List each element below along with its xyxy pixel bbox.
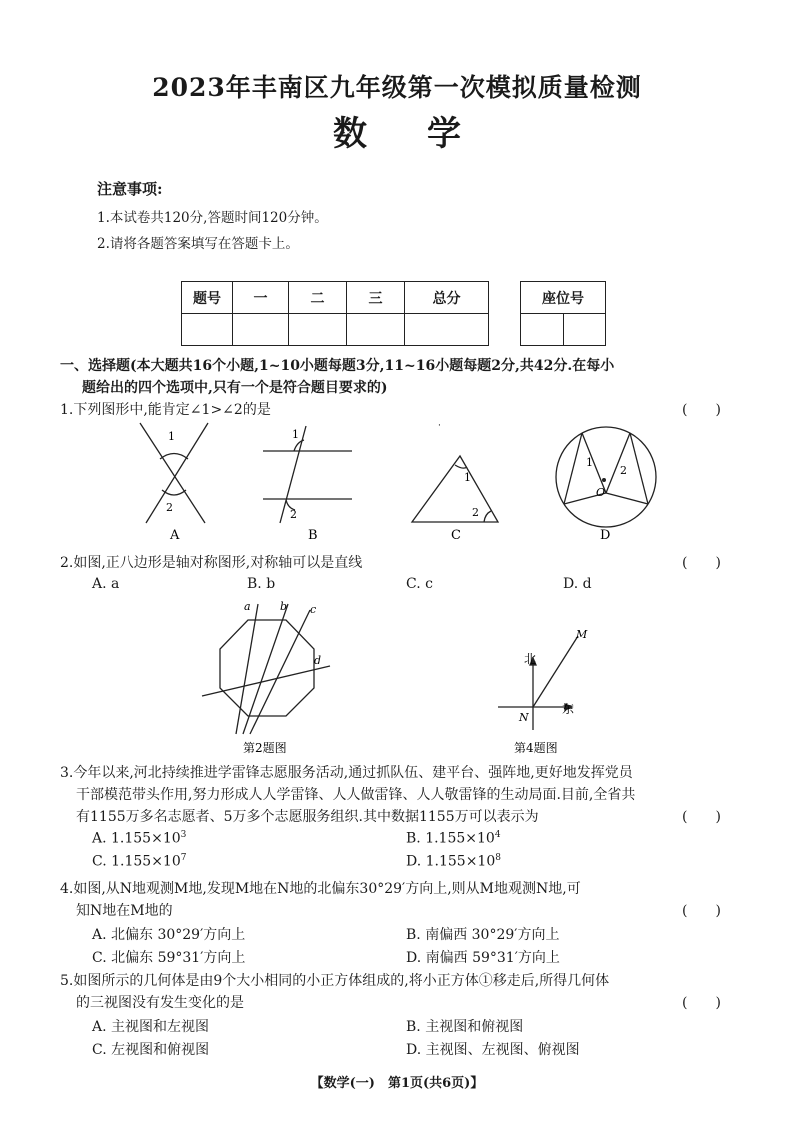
q5-stem-line2: 的三视图没有发生变化的是	[76, 995, 244, 1011]
score-header: 二	[289, 282, 347, 314]
q1b-angle2: 2	[290, 508, 297, 521]
q1-label-c: C	[451, 528, 461, 543]
q2-q4-figures	[0, 596, 794, 758]
q2-line-d-label: d	[314, 654, 322, 667]
q1-figure-b	[263, 426, 352, 523]
q2-caption: 第2题图	[243, 741, 287, 755]
q3-option-c-exp: 7	[180, 853, 187, 863]
q2-stem: 2.如图,正八边形是轴对称图形,对称轴可以是直线	[60, 555, 363, 571]
q4-option-a: A. 北偏东 30°29′方向上	[92, 927, 246, 943]
q4-caption: 第4题图	[514, 741, 558, 755]
compass-north-label: 北	[524, 652, 537, 666]
q1-figures	[0, 418, 794, 548]
compass-n-label: N	[519, 711, 529, 724]
q4-answer-paren: ( )	[682, 903, 721, 919]
q2-option-b: B. b	[247, 576, 276, 592]
seat-header: 座位号	[521, 282, 606, 314]
score-cell	[182, 314, 233, 346]
q5-option-b: B. 主视图和俯视图	[406, 1019, 524, 1035]
q3-option-d-exp: 8	[495, 853, 501, 863]
q1-figure-c	[412, 456, 498, 522]
q2-line-a-label: a	[244, 600, 251, 613]
score-cell	[233, 314, 289, 346]
q5-option-a: A. 主视图和左视图	[92, 1019, 210, 1035]
notice-item: 2.请将各题答案填写在答题卡上。	[97, 236, 299, 252]
q4-option-d: D. 南偏西 59°31′方向上	[406, 950, 560, 966]
q4-stem-line2: 知N地在M地的	[76, 903, 173, 919]
exam-title: 2023年丰南区九年级第一次模拟质量检测	[152, 73, 642, 102]
q4-option-c: C. 北偏东 59°31′方向上	[92, 950, 246, 966]
octagon-figure	[202, 604, 330, 734]
score-table	[181, 281, 489, 346]
q1b-angle1: 1	[292, 428, 299, 441]
section-heading: 一、选择题(本大题共16个小题,1~10小题每题3分,11~16小题每题2分,共42分.在每小	[60, 358, 615, 374]
q1c-angle1: 1	[464, 471, 471, 484]
q2-line-b-label: b	[280, 600, 288, 613]
compass-m-label: M	[576, 628, 588, 641]
q3-option-a-exp: 3	[180, 830, 187, 840]
subject-title: 数学	[333, 114, 521, 154]
compass-east-label: 东	[562, 702, 575, 716]
q3-stem-line1: 3.今年以来,河北持续推进学雷锋志愿服务活动,通过抓队伍、建平台、强阵地,更好地发挥党员	[60, 765, 633, 781]
score-header: 总分	[405, 282, 489, 314]
q3-option-b-text: B. 1.155×10	[406, 830, 495, 847]
q1c-dot: ·	[438, 421, 441, 431]
q4-option-b: B. 南偏西 30°29′方向上	[406, 927, 560, 943]
score-cell	[405, 314, 489, 346]
q3-option-d	[406, 853, 501, 870]
q3-option-b-exp: 4	[494, 830, 501, 840]
q3-option-c-text: C. 1.155×10	[92, 853, 181, 870]
q2-option-d: D. d	[563, 576, 592, 592]
q1-answer-paren: ( )	[682, 402, 721, 418]
q1a-angle2: 2	[166, 501, 173, 514]
q1d-center-dot	[602, 478, 606, 482]
score-header: 三	[347, 282, 405, 314]
q3-option-d-text: D. 1.155×10	[406, 853, 496, 870]
q1d-center-label: O	[596, 486, 606, 499]
q1-stem: 1.下列图形中,能肯定∠1>∠2的是	[60, 402, 271, 418]
notice-item: 1.本试卷共120分,答题时间120分钟。	[97, 210, 328, 226]
q1c-angle2: 2	[472, 506, 479, 519]
score-header: 题号	[182, 282, 233, 314]
q3-stem-line3: 有1155万多名志愿者、5万多个志愿服务组织.其中数据1155万可以表示为	[76, 809, 539, 825]
q1d-angle1: 1	[586, 456, 593, 469]
q4-stem-line1: 4.如图,从N地观测M地,发现M地在N地的北偏东30°29′方向上,则从M地观测N地,可	[60, 881, 581, 897]
q1d-angle2: 2	[620, 464, 627, 477]
q5-option-c: C. 左视图和俯视图	[92, 1042, 210, 1058]
q2-line-c-label: c	[310, 603, 317, 616]
score-cell	[289, 314, 347, 346]
q5-stem-line1: 5.如图所示的几何体是由9个大小相同的小正方体组成的,将小正方体①移走后,所得几何体	[60, 973, 610, 989]
q1-label-a: A	[170, 528, 180, 543]
seat-cell	[563, 314, 606, 346]
q3-answer-paren: ( )	[682, 809, 721, 825]
q5-option-d: D. 主视图、左视图、俯视图	[406, 1042, 580, 1058]
page-footer: 【数学(一) 第1页(共6页)】	[310, 1076, 484, 1091]
q3-stem-line2: 干部模范带头作用,努力形成人人学雷锋、人人做雷锋、人人敬雷锋的生动局面.目前,全省共	[76, 787, 636, 803]
q2-answer-paren: ( )	[682, 555, 721, 571]
seat-table	[520, 281, 606, 346]
q3-option-b	[406, 830, 501, 847]
q3-option-c	[92, 853, 186, 870]
q5-answer-paren: ( )	[682, 995, 721, 1011]
q1a-angle1: 1	[168, 430, 175, 443]
q1-label-d: D	[600, 528, 611, 543]
section-heading-cont: 题给出的四个选项中,只有一个是符合题目要求的)	[82, 380, 388, 396]
q1-figure-d	[556, 427, 656, 527]
q2-option-a: A. a	[92, 576, 120, 592]
score-cell	[347, 314, 405, 346]
notice-heading: 注意事项:	[97, 180, 163, 198]
score-header: 一	[233, 282, 289, 314]
q3-option-a	[92, 830, 186, 847]
q1-label-b: B	[308, 528, 318, 543]
q3-option-a-text: A. 1.155×10	[92, 830, 181, 847]
q2-option-c: C. c	[406, 576, 433, 592]
seat-cell	[521, 314, 564, 346]
